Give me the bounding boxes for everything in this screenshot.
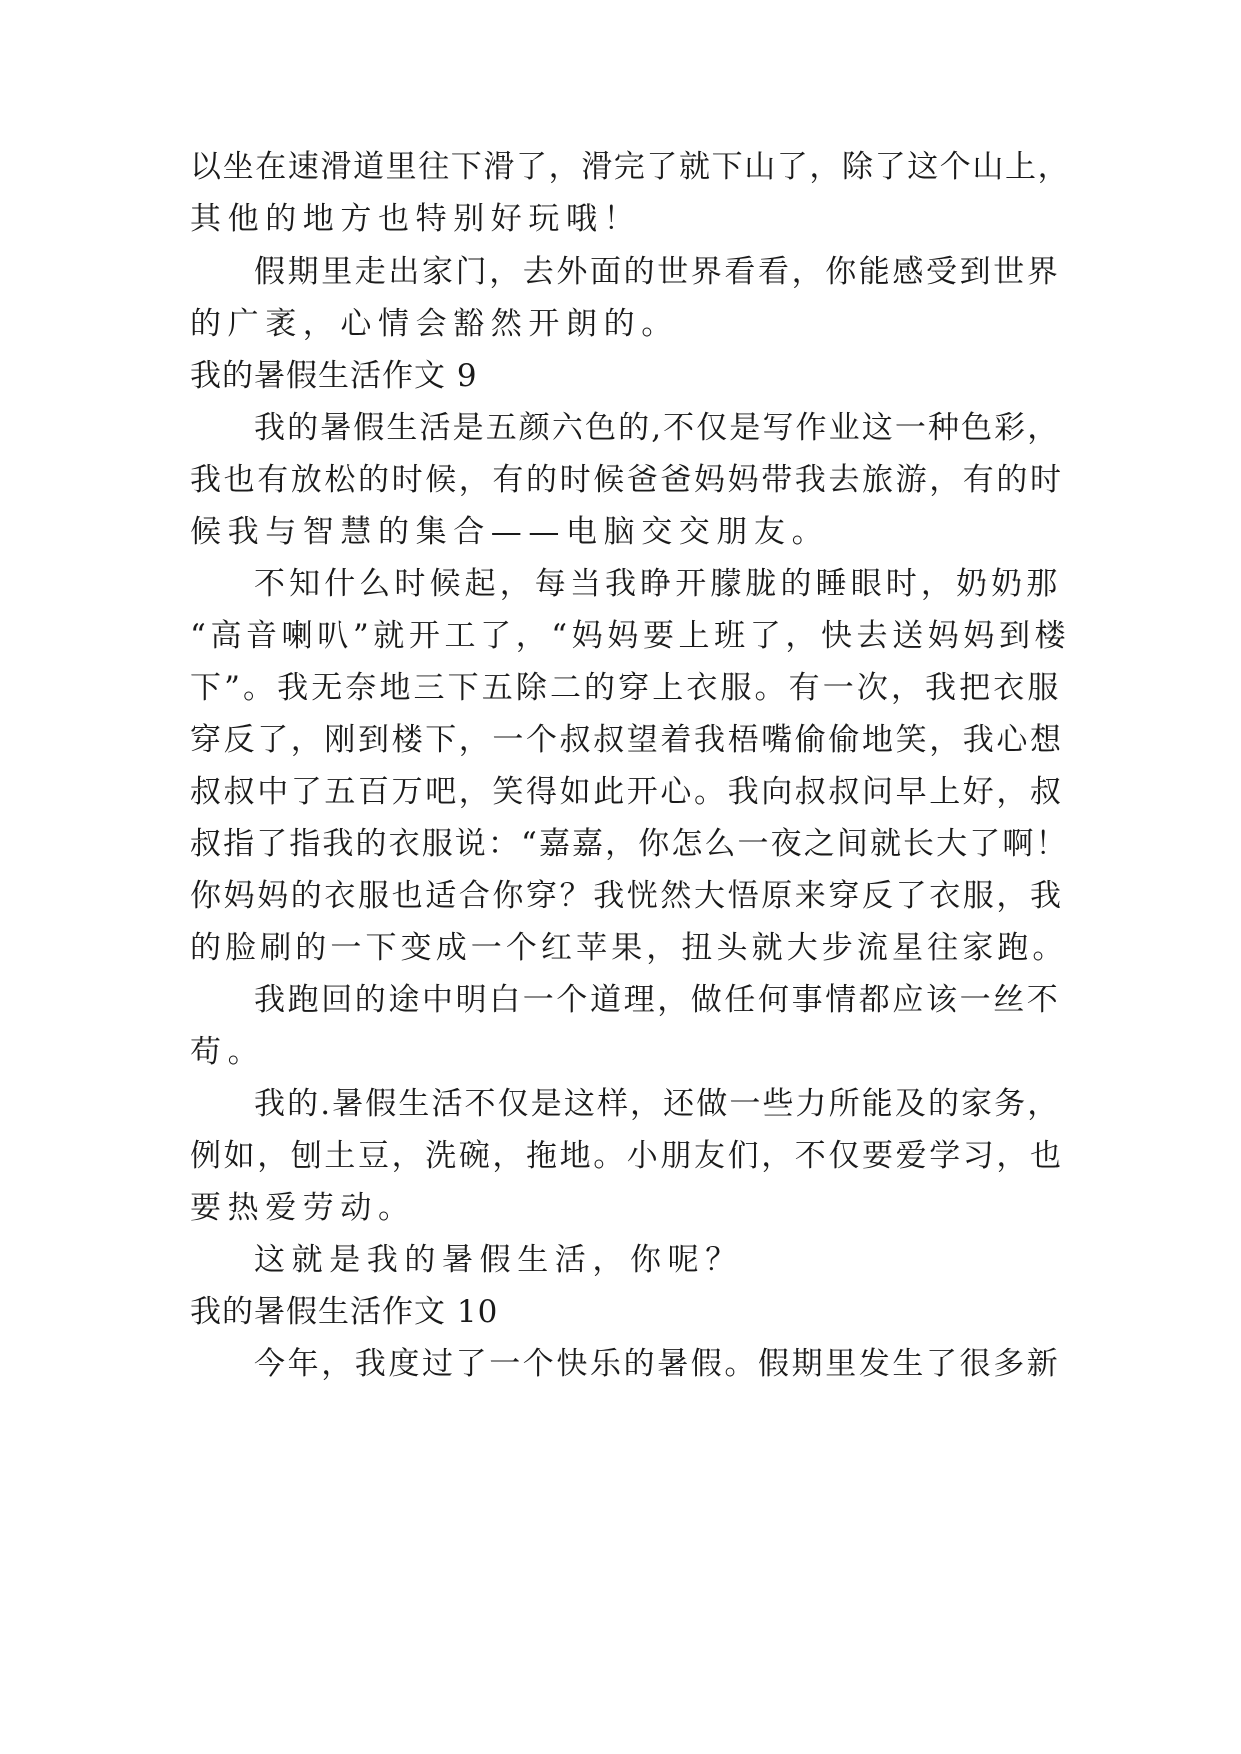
paragraph-first-line: 假期里走出家门，去外面的世界看看，你能感受到世界 [254, 254, 1061, 290]
section-heading: 我的暑假生活作文 10 [190, 1294, 499, 1330]
body-text-line: 下”。我无奈地三下五除二的穿上衣服。有一次，我把衣服 [190, 670, 1062, 706]
body-text-line: 其他的地方也特别好玩哦！ [190, 201, 642, 237]
body-text-line: 例如，刨土豆，洗碗，拖地。小朋友们，不仅要爱学习，也 [190, 1138, 1064, 1174]
body-text-line: 叔指了指我的衣服说：“嘉嘉，你怎么一夜之间就长大了啊！ [190, 826, 1069, 862]
paragraph-first-line: 我的暑假生活是五颜六色的,不仅是写作业这一种色彩， [254, 410, 1061, 446]
body-text-line: 叔叔中了五百万吧，笑得如此开心。我向叔叔问早上好，叔 [190, 774, 1064, 810]
paragraph-first-line: 我跑回的途中明白一个道理，做任何事情都应该一丝不 [254, 982, 1061, 1018]
paragraph-first-line: 今年，我度过了一个快乐的暑假。假期里发生了很多新 [254, 1346, 1061, 1382]
paragraph-first-line: 我的.暑假生活不仅是这样，还做一些力所能及的家务， [254, 1086, 1061, 1122]
body-text-line: 以坐在速滑道里往下滑了，滑完了就下山了，除了这个山上， [190, 149, 1071, 185]
body-text-line: 要热爱劳动。 [190, 1190, 416, 1226]
body-text-line: 你妈妈的衣服也适合你穿？我恍然大悟原来穿反了衣服，我 [190, 878, 1064, 914]
section-heading: 我的暑假生活作文 9 [190, 358, 478, 394]
paragraph-first-line: 这就是我的暑假生活，你呢？ [254, 1242, 743, 1278]
body-text-line: 候我与智慧的集合——电脑交交朋友。 [190, 514, 830, 550]
body-text-line: “高音喇叭”就开工了，“妈妈要上班了，快去送妈妈到楼 [190, 618, 1071, 654]
paragraph-first-line: 不知什么时候起，每当我睁开朦胧的睡眼时，奶奶那 [254, 566, 1062, 602]
body-text-line: 的脸刷的一下变成一个红苹果，扭头就大步流星往家跑。 [190, 930, 1068, 966]
body-text-line: 苟。 [190, 1034, 266, 1070]
body-text-line: 穿反了，刚到楼下，一个叔叔望着我梧嘴偷偷地笑，我心想 [190, 722, 1064, 758]
body-text-line: 我也有放松的时候，有的时候爸爸妈妈带我去旅游，有的时 [190, 462, 1064, 498]
body-text-line: 的广袤，心情会豁然开朗的。 [190, 306, 679, 342]
